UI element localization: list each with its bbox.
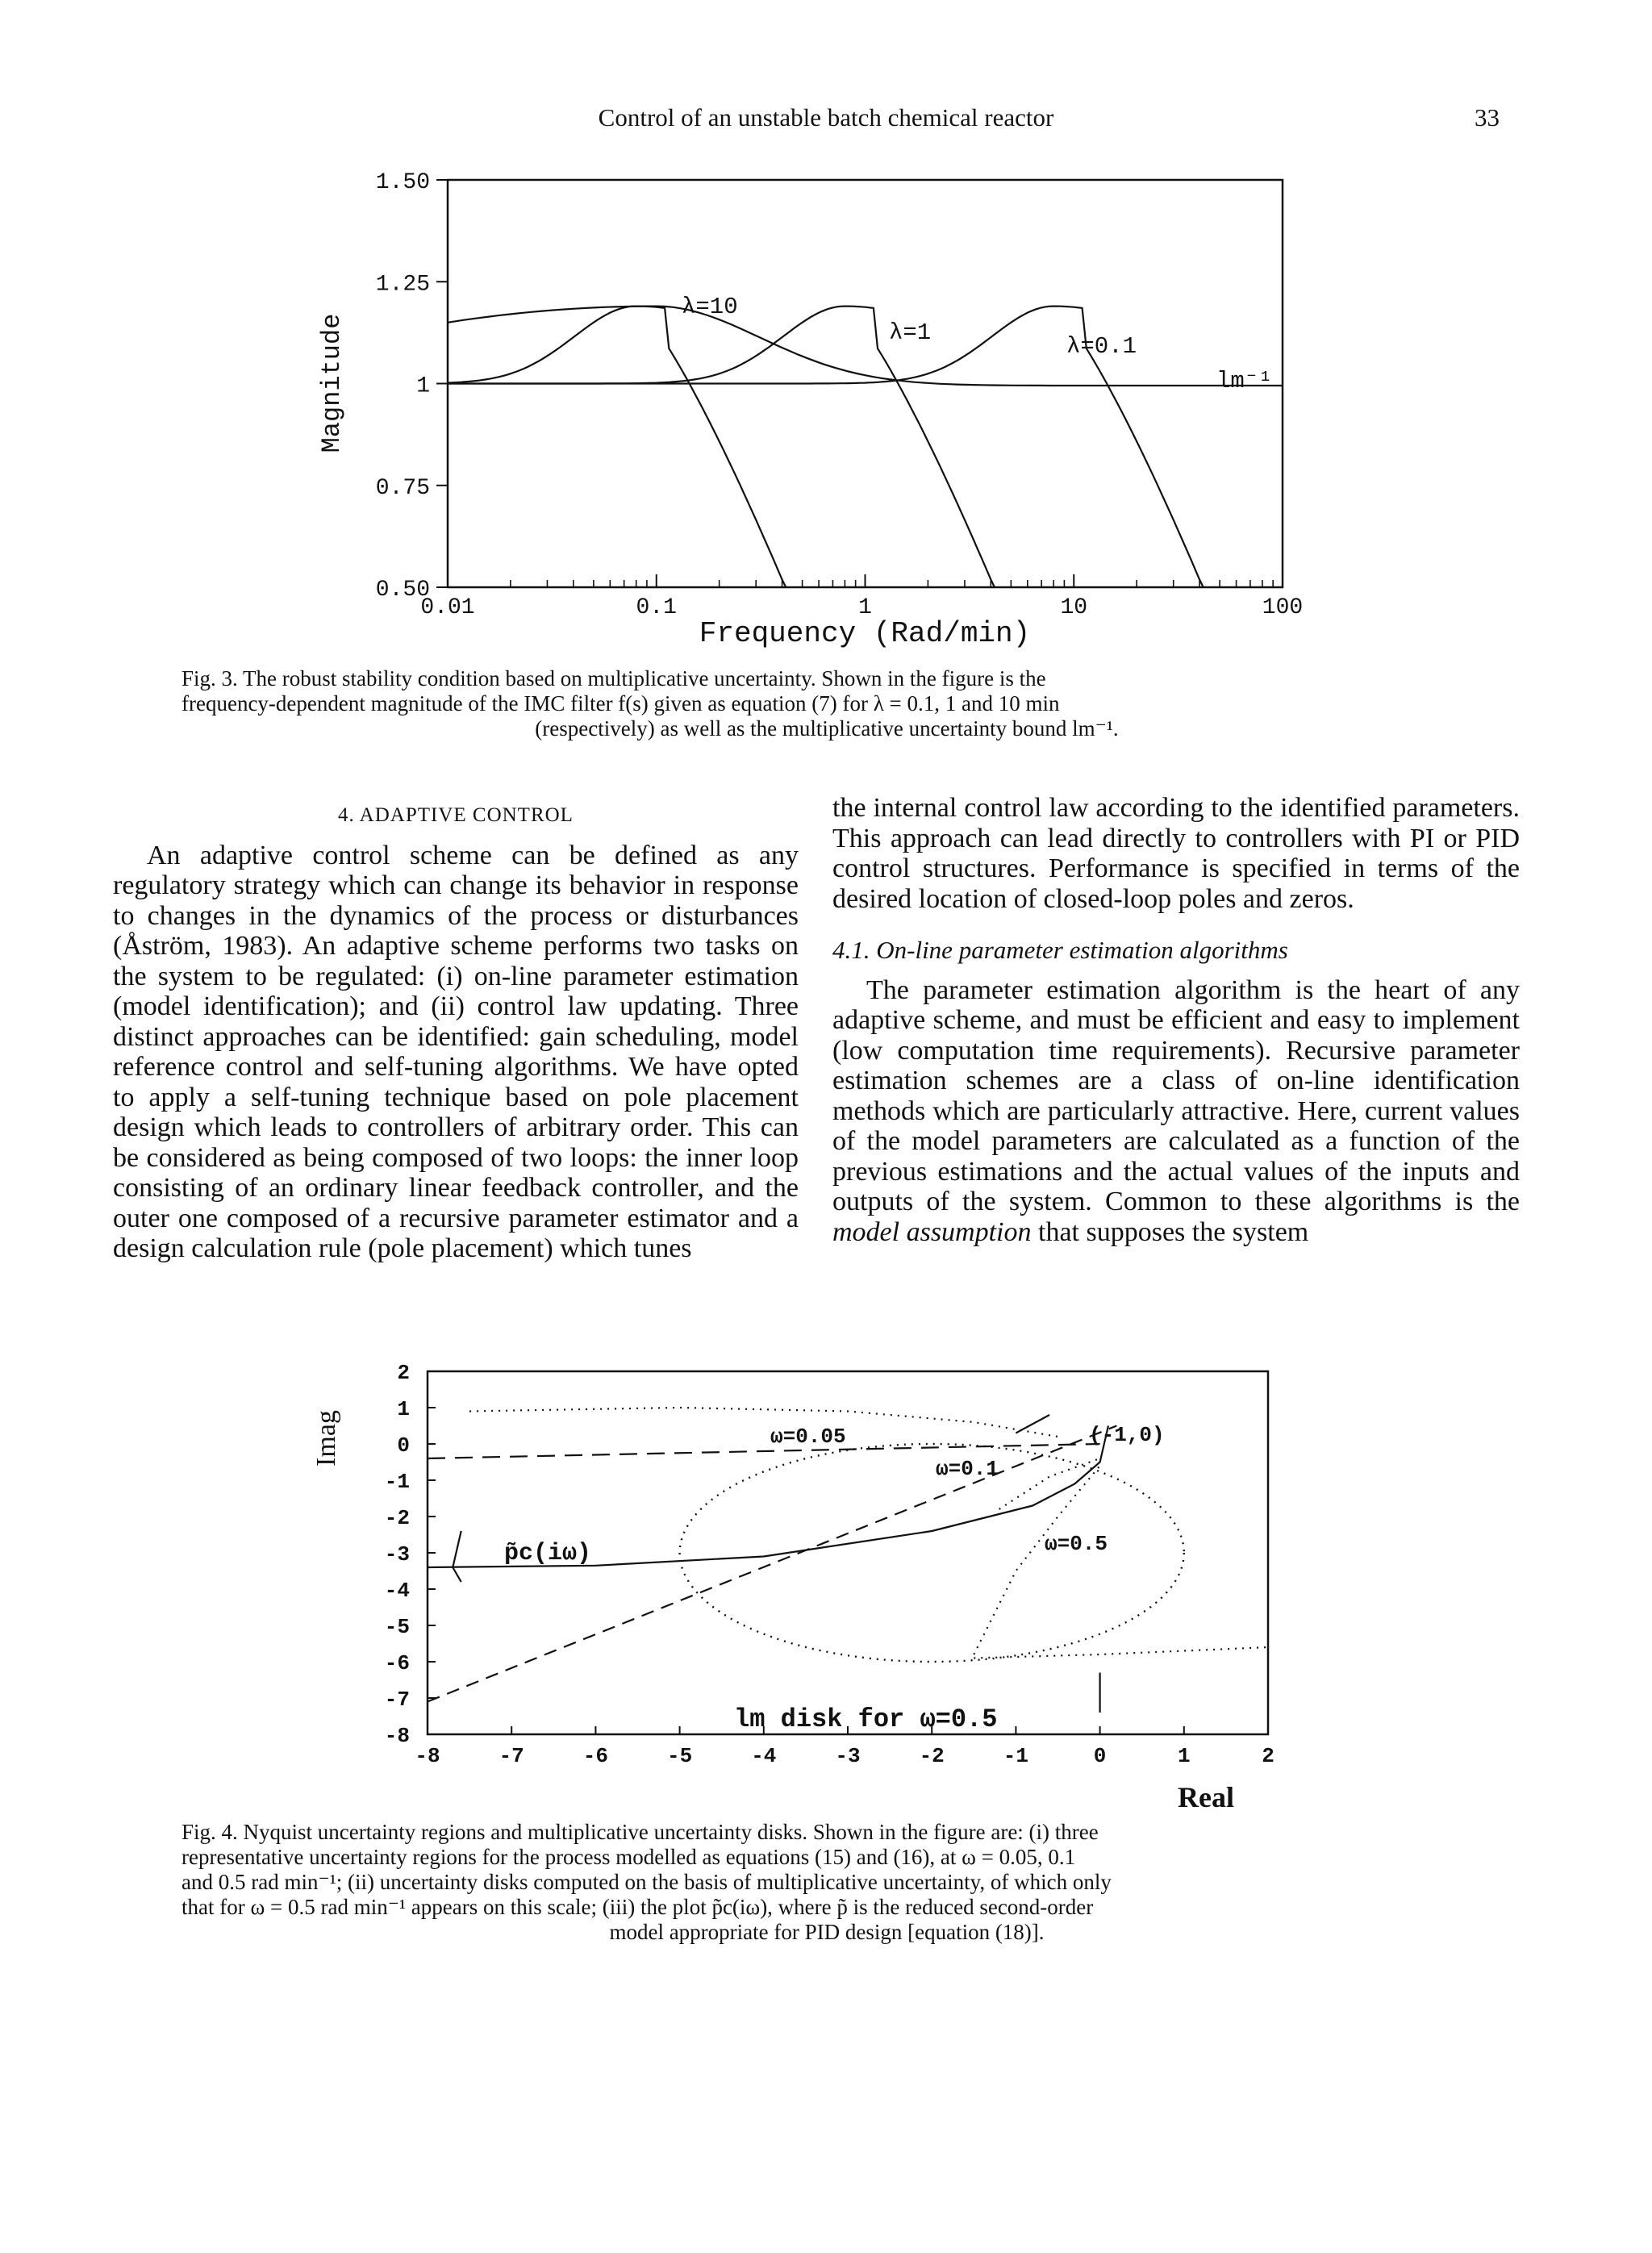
fig4-label-lmdisk: lm disk for ω=0.5: [734, 1704, 998, 1734]
fig4-xtick-label: -5: [666, 1744, 693, 1768]
fig4-region-w05: [974, 1466, 1099, 1654]
right-paragraph-2-text: The parameter estimation algorithm is the heart of any adaptive scheme, and must be efficient and easy to implement (low computation time requirements). Recursive parameter estimation schemes are a class of on-line identification methods which are particularly attractive. Here, current values of the model parameters are calculated as a function of the previous estimations and the actual values of the inputs and outputs of the system. Common to these algorithms is the: [832, 974, 1520, 1216]
fig4-ytick-label: -5: [384, 1615, 410, 1639]
fig4-xtick-label: -1: [1003, 1744, 1029, 1768]
fig3-bound-curve: [448, 307, 1283, 386]
running-header: Control of an unstable batch chemical reactor: [598, 103, 1054, 131]
fig3-xtick-label: 0.01: [420, 595, 475, 620]
fig3-xtick-label: 100: [1262, 595, 1304, 620]
fig4-region-base: [974, 1647, 1268, 1658]
fig4-ytick-label: -6: [384, 1651, 410, 1675]
fig4-label-w01: ω=0.1: [936, 1457, 999, 1481]
right-paragraph-1: the internal control law according to the identified parameters. This approach can lead directly to controllers with PI or PID control structures. Performance is specified in terms of the desired location of closed-loop poles and zeros.: [832, 793, 1520, 914]
fig3-caption: [181, 666, 1472, 741]
fig3-xtick-label: 1: [858, 595, 872, 620]
fig4-caption-line5: model appropriate for PID design [equation (18)].: [609, 1920, 1045, 1944]
fig4-region-w005: [469, 1408, 1058, 1437]
fig3-caption-line2: frequency-dependent magnitude of the IMC filter f(s) given as equation (7) for λ = 0.1, 1 and 10 min: [181, 691, 1060, 716]
fig4-ytick-label: -8: [384, 1724, 410, 1748]
fig4-ytick-label: 0: [397, 1433, 410, 1458]
fig4-xtick-label: -4: [751, 1744, 777, 1768]
fig3-ticks: [376, 170, 1303, 620]
fig3-label-lambda01: λ=0.1: [1066, 333, 1137, 360]
fig4-arrow-minus1: [1016, 1415, 1049, 1433]
fig3-label-lambda10: λ=10: [682, 294, 738, 320]
fig3-label-lm: lm⁻¹: [1216, 368, 1273, 394]
fig4-xlabel: Real: [1178, 1781, 1234, 1813]
fig4-label-w005: ω=0.05: [770, 1425, 846, 1449]
fig4-label-pc: p̃c(iω): [504, 1540, 592, 1567]
subsection-heading: 4.1. On-line parameter estimation algorithms: [832, 936, 1288, 964]
model-assumption-term: model assumption: [832, 1216, 1032, 1247]
fig4-label-w05: ω=0.5: [1045, 1532, 1108, 1556]
fig3-xtick-label: 10: [1060, 595, 1088, 620]
page-number: 33: [1475, 103, 1500, 131]
fig4-caption: [181, 1820, 1472, 1945]
fig4-dashed-axis: [428, 1444, 1100, 1458]
section-heading: 4. ADAPTIVE CONTROL: [338, 804, 574, 826]
fig3-label-lambda1: λ=1: [889, 319, 932, 346]
fig4-caption-line2: representative uncertainty regions for the process modelled as equations (15) and (16), at ω = 0.05, 0.1: [181, 1845, 1076, 1869]
fig3-ylabel: Magnitude: [317, 313, 347, 453]
fig4-ylabel: Imag: [311, 1410, 341, 1467]
fig4-xtick-label: 1: [1177, 1744, 1191, 1768]
fig4-xtick-label: 2: [1262, 1744, 1274, 1768]
fig3-caption-line3: (respectively) as well as the multiplicative uncertainty bound lm⁻¹.: [535, 716, 1119, 741]
fig4-ytick-label: 2: [397, 1362, 410, 1385]
fig3-caption-line1: Fig. 3. The robust stability condition based on multiplicative uncertainty. Shown in the figure is the: [181, 666, 1046, 691]
fig3-curves: [448, 307, 1283, 587]
fig4-xtick-label: -7: [499, 1744, 524, 1768]
fig3-xtick-label: 0.1: [636, 595, 677, 620]
fig4-label-minus1: (-1,0): [1089, 1423, 1165, 1447]
fig3-ytick-label: 1: [416, 373, 430, 399]
fig4-ytick-label: -3: [384, 1542, 410, 1567]
left-paragraph: An adaptive control scheme can be defined as any regulatory strategy which can change its behavior in response to changes in the dynamics of the process or disturbances (Åström, 1983). An adaptive scheme performs two tasks on the system to be regulated: (i) on-line parameter estimation (model identification); and (ii) control law updating. Three distinct approaches can be identified: gain scheduling, model reference control and self-tuning algorithms. We have opted to apply a self-tuning technique based on pole placement design which leads to controllers of arbitrary order. This can be considered as being composed of two loops: the inner loop consisting of an ordinary linear feedback controller, and the outer one composed of a recursive parameter estimator and a design calculation rule (pole placement) which tunes: [113, 840, 799, 1263]
fig4-ytick-label: -7: [384, 1688, 410, 1712]
fig4-ytick-label: -1: [384, 1470, 410, 1494]
fig3-xlabel: Frequency (Rad/min): [699, 617, 1031, 650]
fig3-chart: [307, 165, 1323, 657]
fig3-curve-0: [448, 307, 786, 587]
fig3-ytick-label: 1.25: [375, 272, 430, 298]
fig4-xtick-label: -3: [835, 1744, 861, 1768]
left-column: [113, 800, 799, 1264]
fig4-ytick-label: -4: [384, 1579, 410, 1603]
fig4-bracket-pc: [453, 1531, 461, 1582]
fig4-ytick-label: -2: [384, 1506, 410, 1530]
fig4-xtick-label: -8: [415, 1744, 440, 1768]
right-paragraph-2-tail: that supposes the system: [1038, 1216, 1309, 1247]
fig3-ytick-label: 1.50: [375, 170, 430, 195]
right-column: [832, 793, 1520, 1247]
fig3-ytick-label: 0.50: [375, 578, 430, 603]
fig4-ytick-label: 1: [397, 1397, 410, 1421]
fig3-ytick-label: 0.75: [375, 475, 430, 501]
fig4-caption-line3: and 0.5 rad min⁻¹; (ii) uncertainty disks computed on the basis of multiplicative uncertainty, of which only: [181, 1870, 1112, 1894]
fig4-xtick-label: -6: [582, 1744, 609, 1768]
fig4-xtick-label: 0: [1093, 1744, 1107, 1768]
fig4-caption-line1: Fig. 4. Nyquist uncertainty regions and multiplicative uncertainty disks. Shown in the figure are: (i) three: [181, 1820, 1099, 1844]
fig4-xtick-label: -2: [919, 1744, 945, 1768]
fig4-caption-line4: that for ω = 0.5 rad min⁻¹ appears on this scale; (iii) the plot p̃c(iω), where p̃ is the reduced second-order: [181, 1895, 1094, 1919]
fig4-chart: [307, 1362, 1323, 1813]
fig4-uncertainty-disk: [680, 1444, 1184, 1662]
right-paragraph-2: [832, 975, 1520, 1248]
